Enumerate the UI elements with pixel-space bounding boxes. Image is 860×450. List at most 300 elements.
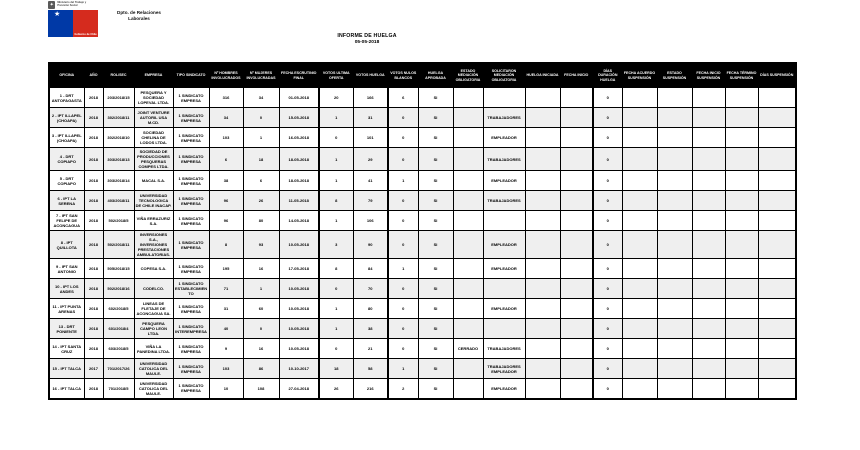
table-cell: 15-05-2018 <box>279 108 319 128</box>
table-cell: SI <box>418 88 453 108</box>
column-header: ESTADO SUSPENSIÓN <box>657 63 692 88</box>
table-cell: 1 <box>319 299 353 319</box>
table-cell <box>525 171 560 191</box>
table-cell: 1 <box>243 128 279 148</box>
table-cell: TRABAJADORES EMPLEADOR <box>483 359 525 379</box>
table-row <box>49 108 796 128</box>
table-cell <box>483 319 525 339</box>
table-cell: 0 <box>388 279 418 299</box>
table-cell: 3 - IPT ILLAPEL (CHOAPA) <box>49 128 84 148</box>
table-cell <box>692 279 725 299</box>
table-cell <box>692 299 725 319</box>
table-cell: 195 <box>209 259 243 279</box>
table-cell: SOCIEDAD DE PRODUCCIONES PESQUERAS COMPES LTDA. <box>134 148 173 171</box>
table-cell: 31 <box>209 299 243 319</box>
table-cell: 13 - DRT PONIENTE <box>49 319 84 339</box>
table-cell: 10-10-2017 <box>279 359 319 379</box>
table-cell: 0 <box>593 279 622 299</box>
table-cell: 1 SINDICATO EMPRESA <box>173 339 209 359</box>
table-cell: 701/2018/5 <box>103 379 134 399</box>
table-cell: SI <box>418 259 453 279</box>
table-cell <box>725 88 758 108</box>
table-cell: 10-05-2018 <box>279 339 319 359</box>
table-cell <box>622 171 657 191</box>
table-cell: SI <box>418 379 453 399</box>
table-cell: 1 <box>388 171 418 191</box>
gobierno-label: Gobierno de Chile <box>74 33 97 36</box>
table-cell <box>725 211 758 231</box>
table-cell: UNIVERSIDAD CATOLICA DEL MAULE. <box>134 379 173 399</box>
table-cell: 1 <box>243 279 279 299</box>
table-cell <box>758 259 796 279</box>
table-cell <box>657 88 692 108</box>
table-cell: 0 <box>593 88 622 108</box>
table-cell <box>758 211 796 231</box>
table-cell: 6 <box>388 88 418 108</box>
table-cell: INVERSIONES S.A., INVERSIONES PRESTACIONES AMBULATORIAS. <box>134 231 173 259</box>
table-cell <box>657 379 692 399</box>
table-cell <box>692 259 725 279</box>
column-header: EMPRESA <box>134 63 173 88</box>
table-cell <box>453 319 483 339</box>
table-cell <box>525 279 560 299</box>
table-cell <box>453 128 483 148</box>
table-cell: 58 <box>353 359 388 379</box>
table-cell <box>725 339 758 359</box>
table-cell <box>560 319 593 339</box>
table-cell: 96 <box>209 211 243 231</box>
table-row <box>49 339 796 359</box>
coat-of-arms-icon: ✦ <box>49 2 54 8</box>
table-cell <box>560 359 593 379</box>
table-cell <box>657 231 692 259</box>
table-row <box>49 319 796 339</box>
table-cell: 2018 <box>84 108 103 128</box>
table-cell: 79 <box>353 191 388 211</box>
table-cell: 0 <box>593 211 622 231</box>
table-cell <box>692 128 725 148</box>
table-cell: 103 <box>209 128 243 148</box>
table-cell <box>758 279 796 299</box>
table-cell <box>657 191 692 211</box>
table-cell: 1 SINDICATO EMPRESA <box>173 299 209 319</box>
table-cell: 0 <box>593 191 622 211</box>
table-cell: 2018 <box>84 148 103 171</box>
table-cell: MACAL S.A. <box>134 171 173 191</box>
table-row <box>49 191 796 211</box>
table-cell <box>725 171 758 191</box>
table-cell: 505/2018/15 <box>103 259 134 279</box>
table-cell: 1 SINDICATO EMPRESA <box>173 108 209 128</box>
table-cell: 601/2018/4 <box>103 319 134 339</box>
table-cell: 2018 <box>84 211 103 231</box>
table-cell: 1 SINDICATO EMPRESA <box>173 211 209 231</box>
table-cell <box>692 339 725 359</box>
table-row <box>49 88 796 108</box>
table-cell: 1 <box>319 148 353 171</box>
table-cell: TRABAJADORES <box>483 148 525 171</box>
table-cell: SI <box>418 148 453 171</box>
table-cell <box>692 319 725 339</box>
table-cell: 84 <box>353 259 388 279</box>
table-cell <box>453 148 483 171</box>
table-cell: 0 <box>593 128 622 148</box>
table-cell <box>453 359 483 379</box>
table-cell <box>758 148 796 171</box>
table-cell <box>758 299 796 319</box>
table-cell: 1 SINDICATO ESTABLECIMIENTO <box>173 279 209 299</box>
table-cell: 303/2018/14 <box>103 171 134 191</box>
table-cell <box>525 211 560 231</box>
table-row <box>49 379 796 399</box>
table-cell <box>657 108 692 128</box>
table-cell: 14 - IPT SANTA CRUZ <box>49 339 84 359</box>
table-cell: 10 <box>209 379 243 399</box>
table-cell: 90 <box>353 231 388 259</box>
table-cell <box>692 88 725 108</box>
table-cell: 16 <box>243 339 279 359</box>
table-cell: COPESA S.A. <box>134 259 173 279</box>
table-cell: 1 SINDICATO EMPRESA <box>173 171 209 191</box>
table-cell: 603/2018/5 <box>103 339 134 359</box>
table-cell <box>622 359 657 379</box>
table-cell: 9 <box>209 339 243 359</box>
table-cell <box>525 128 560 148</box>
table-cell: 21 <box>353 339 388 359</box>
table-cell: 20 <box>319 88 353 108</box>
table-cell <box>657 279 692 299</box>
table-cell: 2018 <box>84 231 103 259</box>
table-cell <box>560 339 593 359</box>
table-cell <box>657 259 692 279</box>
table-cell: 1 <box>319 108 353 128</box>
table-cell: 1 SINDICATO EMPRESA <box>173 128 209 148</box>
table-cell <box>657 171 692 191</box>
table-cell <box>725 379 758 399</box>
table-cell <box>725 259 758 279</box>
table-cell: 1 SINDICATO EMPRESA <box>173 359 209 379</box>
table-row <box>49 299 796 319</box>
table-cell: 1 SINDICATO EMPRESA <box>173 259 209 279</box>
table-cell: 0 <box>319 339 353 359</box>
table-cell: TRABAJADORES <box>483 191 525 211</box>
table-cell <box>657 359 692 379</box>
department-label <box>104 10 174 22</box>
table-cell <box>725 148 758 171</box>
table-cell <box>525 319 560 339</box>
table-cell <box>483 279 525 299</box>
table-cell <box>560 299 593 319</box>
table-cell <box>758 339 796 359</box>
table-cell: EMPLEADOR <box>483 128 525 148</box>
table-cell <box>758 88 796 108</box>
table-cell: 0 <box>319 128 353 148</box>
table-cell <box>525 259 560 279</box>
table-cell: SI <box>418 339 453 359</box>
table-cell: 1 SINDICATO INTEREMPRESA <box>173 319 209 339</box>
table-cell <box>725 319 758 339</box>
table-cell <box>622 128 657 148</box>
table-cell: 71 <box>209 279 243 299</box>
department-line1: Dpto. de Relaciones <box>117 10 161 15</box>
table-cell: 2018 <box>84 319 103 339</box>
table-cell <box>560 191 593 211</box>
column-header: HUELGA APROBADA <box>418 63 453 88</box>
table-cell <box>453 259 483 279</box>
table-cell <box>560 279 593 299</box>
table-cell: 0 <box>593 359 622 379</box>
table-cell <box>453 108 483 128</box>
department-line2: Laborales <box>128 16 150 22</box>
huelga-table-wrapper <box>48 62 795 400</box>
table-cell: 6 <box>209 148 243 171</box>
table-cell: 14-05-2018 <box>279 211 319 231</box>
table-cell <box>657 319 692 339</box>
table-cell: SI <box>418 171 453 191</box>
table-cell <box>525 299 560 319</box>
table-cell: TRABAJADORES <box>483 108 525 128</box>
table-cell <box>622 319 657 339</box>
table-cell: 0 <box>593 339 622 359</box>
column-header: DÍAS SUSPENSIÓN <box>758 63 796 88</box>
table-cell <box>692 191 725 211</box>
table-cell <box>622 299 657 319</box>
table-cell: SI <box>418 279 453 299</box>
table-cell: SI <box>418 231 453 259</box>
table-cell: 11-05-2018 <box>279 191 319 211</box>
table-cell: SI <box>418 319 453 339</box>
table-cell: 2018 <box>84 171 103 191</box>
table-cell <box>692 359 725 379</box>
table-row <box>49 231 796 259</box>
table-cell <box>560 128 593 148</box>
column-header: TIPO SINDICATO <box>173 63 209 88</box>
table-cell: 2018 <box>84 279 103 299</box>
table-cell: 0 <box>593 148 622 171</box>
table-cell <box>525 108 560 128</box>
table-cell: EMPLEADOR <box>483 299 525 319</box>
table-cell: 0 <box>593 231 622 259</box>
table-cell <box>453 211 483 231</box>
table-row <box>49 259 796 279</box>
table-cell <box>657 148 692 171</box>
table-cell <box>453 299 483 319</box>
table-cell <box>725 359 758 379</box>
table-cell: 0 <box>243 319 279 339</box>
table-cell: 96 <box>209 191 243 211</box>
table-cell <box>725 279 758 299</box>
table-cell: 29 <box>353 148 388 171</box>
table-cell: 6 - IPT LA SERENA <box>49 191 84 211</box>
table-cell: 203/2018/15 <box>103 88 134 108</box>
table-cell <box>560 88 593 108</box>
chile-flag-mark <box>48 10 98 37</box>
report-date: 05-05-2018 <box>354 40 380 45</box>
table-cell: 2018 <box>84 88 103 108</box>
table-cell: 0 <box>388 191 418 211</box>
table-cell: 18-05-2018 <box>279 171 319 191</box>
table-cell: 0 <box>593 171 622 191</box>
table-cell: 16 <box>243 259 279 279</box>
table-cell: 1 SINDICATO EMPRESA <box>173 379 209 399</box>
table-cell <box>758 359 796 379</box>
table-cell: SOCIEDAD CHELINA DE LODOS LTDA. <box>134 128 173 148</box>
table-cell: SI <box>418 299 453 319</box>
table-cell: 10-05-2018 <box>279 299 319 319</box>
table-cell <box>725 299 758 319</box>
table-cell: 2 - IPT ILLAPEL (CHOAPA) <box>49 108 84 128</box>
table-cell: 216 <box>353 379 388 399</box>
table-cell <box>483 211 525 231</box>
table-cell <box>622 259 657 279</box>
table-cell: 502/2018/5 <box>103 211 134 231</box>
table-cell: 0 <box>388 211 418 231</box>
table-cell: 15 - IPT TALCA <box>49 359 84 379</box>
table-cell <box>758 231 796 259</box>
table-cell: 11 - IPT PUNTA ARENAS <box>49 299 84 319</box>
table-cell: 18 <box>243 148 279 171</box>
table-cell: 0 <box>388 339 418 359</box>
table-cell <box>622 231 657 259</box>
table-cell <box>622 191 657 211</box>
table-cell: 103 <box>209 359 243 379</box>
table-cell: 86 <box>243 359 279 379</box>
column-header: FECHA TÉRMINO SUSPENSIÓN <box>725 63 758 88</box>
table-cell: 1 SINDICATO EMPRESA <box>173 231 209 259</box>
table-cell: SI <box>418 191 453 211</box>
table-row <box>49 171 796 191</box>
report-title-block <box>277 33 457 45</box>
table-cell: 0 <box>593 319 622 339</box>
table-cell: 17-05-2018 <box>279 259 319 279</box>
table-cell <box>560 148 593 171</box>
table-cell <box>758 379 796 399</box>
table-cell: 1 <box>319 211 353 231</box>
table-cell: 502/2018/16 <box>103 279 134 299</box>
table-cell <box>453 379 483 399</box>
table-cell <box>758 171 796 191</box>
column-header: FECHA INICIO <box>560 63 593 88</box>
table-cell: 8 <box>319 259 353 279</box>
table-cell: 26 <box>319 379 353 399</box>
table-cell: 16 - IPT TALCA <box>49 379 84 399</box>
table-row <box>49 211 796 231</box>
table-cell: 70 <box>353 279 388 299</box>
table-cell <box>758 191 796 211</box>
table-cell: 2017 <box>84 359 103 379</box>
table-cell <box>657 299 692 319</box>
column-header: FECHA INICIO SUSPENSIÓN <box>692 63 725 88</box>
column-header: ESTADO MEDIACIÓN OBLIGATORIA <box>453 63 483 88</box>
table-cell: 27-04-2018 <box>279 379 319 399</box>
table-cell <box>560 171 593 191</box>
table-cell: 0 <box>243 108 279 128</box>
table-cell <box>453 279 483 299</box>
table-cell <box>525 88 560 108</box>
table-cell <box>622 379 657 399</box>
table-row <box>49 279 796 299</box>
table-cell: 0 <box>388 108 418 128</box>
table-cell <box>622 211 657 231</box>
table-cell: 0 <box>319 279 353 299</box>
table-cell: EMPLEADOR <box>483 379 525 399</box>
table-cell: 18-05-2018 <box>279 148 319 171</box>
column-header: ROL/SEC <box>103 63 134 88</box>
column-header: AÑO <box>84 63 103 88</box>
table-cell <box>692 171 725 191</box>
table-cell <box>622 279 657 299</box>
table-cell: 9 - IPT SAN ANTONIO <box>49 259 84 279</box>
table-cell: CERRADO <box>453 339 483 359</box>
table-cell: 166 <box>353 88 388 108</box>
table-cell <box>692 379 725 399</box>
table-cell: 1 <box>388 359 418 379</box>
table-cell: 41 <box>353 171 388 191</box>
table-cell: 38 <box>353 319 388 339</box>
table-cell: 01-05-2018 <box>279 88 319 108</box>
table-cell <box>525 231 560 259</box>
table-cell: 602/2018/5 <box>103 299 134 319</box>
table-cell: VIÑA ERRAZURIZ S.A. <box>134 211 173 231</box>
table-cell: 10-05-2018 <box>279 279 319 299</box>
table-cell: 93 <box>243 231 279 259</box>
table-cell: 34 <box>209 108 243 128</box>
table-cell: 34 <box>243 88 279 108</box>
table-cell: 6 <box>243 171 279 191</box>
table-cell <box>657 339 692 359</box>
table-cell <box>453 231 483 259</box>
table-cell: SI <box>418 211 453 231</box>
table-cell: EMPLEADOR <box>483 171 525 191</box>
column-header: VOTOS ULTIMA OFERTA <box>319 63 353 88</box>
table-cell <box>725 108 758 128</box>
table-cell: 1 <box>319 171 353 191</box>
column-header: Nº MUJERES INVOLUCRADAS <box>243 63 279 88</box>
table-cell: 7 - IPT SAN FELIPE DE ACONCAGUA <box>49 211 84 231</box>
table-cell: 8 <box>209 231 243 259</box>
column-header: SOLICITARON MEDIACIÓN OBLIGATORIA <box>483 63 525 88</box>
table-cell <box>560 211 593 231</box>
table-cell: CODELCO. <box>134 279 173 299</box>
table-cell: PESQUERA Y SOCIEDAD LOPEVAL LTDA. <box>134 88 173 108</box>
table-cell: 2018 <box>84 379 103 399</box>
table-cell: 4 - DRT COPIAPO <box>49 148 84 171</box>
table-cell: 31 <box>353 108 388 128</box>
table-cell: 80 <box>353 299 388 319</box>
table-cell: 1 - DRT ANTOFAGASTA <box>49 88 84 108</box>
table-cell: TRABAJADORES <box>483 339 525 359</box>
table-cell <box>525 359 560 379</box>
table-cell: 1 SINDICATO EMPRESA <box>173 191 209 211</box>
table-cell: 40 <box>209 319 243 339</box>
table-cell: EMPLEADOR <box>483 259 525 279</box>
column-header: FECHA ACUERDO SUSPENSIÓN <box>622 63 657 88</box>
table-cell: 303/2018/13 <box>103 148 134 171</box>
table-cell <box>725 191 758 211</box>
table-cell: 108 <box>243 379 279 399</box>
table-row <box>49 128 796 148</box>
table-cell: 8 <box>319 191 353 211</box>
table-cell: 2018 <box>84 191 103 211</box>
table-cell <box>758 108 796 128</box>
table-cell <box>692 231 725 259</box>
table-cell <box>692 108 725 128</box>
table-cell: 0 <box>388 128 418 148</box>
table-cell: 0 <box>388 148 418 171</box>
table-cell: EMPLEADOR <box>483 231 525 259</box>
huelga-table <box>48 62 797 400</box>
table-cell: 1 SINDICATO EMPRESA <box>173 148 209 171</box>
